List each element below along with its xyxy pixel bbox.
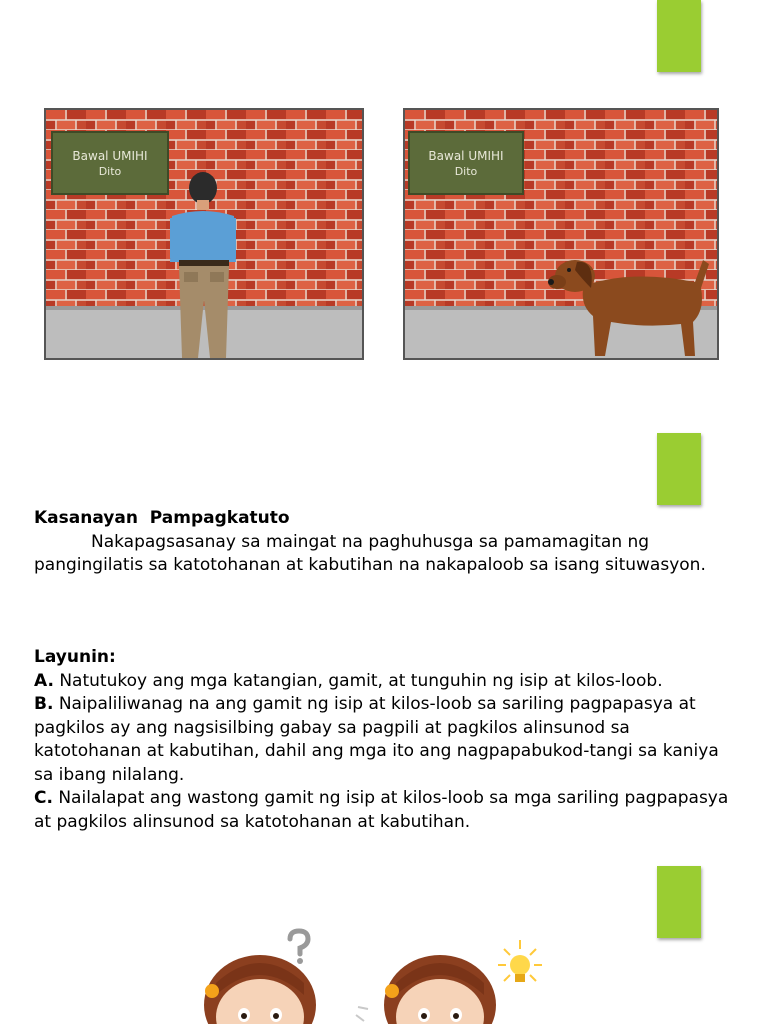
- no-urinating-sign-2: [409, 132, 523, 194]
- sign-line2: Dito: [98, 165, 122, 178]
- sign-line1: Bawal UMIHI: [72, 149, 148, 163]
- lightbulb-icon: [498, 940, 542, 982]
- green-tab-bottom: [657, 866, 701, 938]
- thinking-girls-illustration: [180, 925, 570, 1024]
- objective-letter: B.: [34, 694, 54, 714]
- sign2-line1: Bawal UMIHI: [428, 149, 504, 163]
- no-urinating-sign: [52, 132, 168, 194]
- illustration-panel-man: [44, 108, 364, 360]
- lesson-heading: Kasanayan Pampagkatuto: [34, 508, 290, 528]
- lesson-paragraph-text: Nakapagsasanay sa maingat na paghuhusga sa pamamagitan ng pangingilatis sa katotohanan at kabutihan na nakapaloob sa isang situwasyon.: [34, 531, 706, 575]
- objective-letter: C.: [34, 788, 53, 808]
- sign2-line2: Dito: [454, 165, 478, 178]
- spark-lines: [356, 1007, 368, 1021]
- green-tab-top: [657, 0, 701, 72]
- girl-puzzled: [204, 955, 316, 1024]
- objectives-section: [34, 646, 734, 834]
- objectives-heading: Layunin:: [34, 647, 116, 667]
- lesson-section: [34, 507, 734, 578]
- illustration-panel-dog: [403, 108, 719, 360]
- objective-item-b: [34, 693, 734, 787]
- green-tab-middle: [657, 433, 701, 505]
- objective-text: Natutukoy ang mga katangian, gamit, at tunguhin ng isip at kilos-loob.: [59, 670, 663, 691]
- objective-item-c: [34, 787, 734, 834]
- objective-text: Naipaliliwanag na ang gamit ng isip at kilos-loob sa sariling pagpapasya at pagkilos ay ang nagsisilbing gabay sa pagpili at pagkilos alinsunod sa katotohanan at kabutihan, dahil ang mga ito ang nagpapabukod-tangi sa kaniya sa ibang nilalang.: [34, 694, 719, 785]
- girl-idea: [384, 955, 496, 1024]
- objective-letter: A.: [34, 670, 54, 691]
- objective-item-a: [34, 670, 734, 694]
- lesson-paragraph: [34, 531, 734, 578]
- question-mark-icon: [290, 931, 308, 964]
- objective-text: Nailalapat ang wastong gamit ng isip at kilos-loob sa mga sariling pagpapasya at pagkilos alinsunod sa katotohanan at kabutihan.: [34, 788, 729, 832]
